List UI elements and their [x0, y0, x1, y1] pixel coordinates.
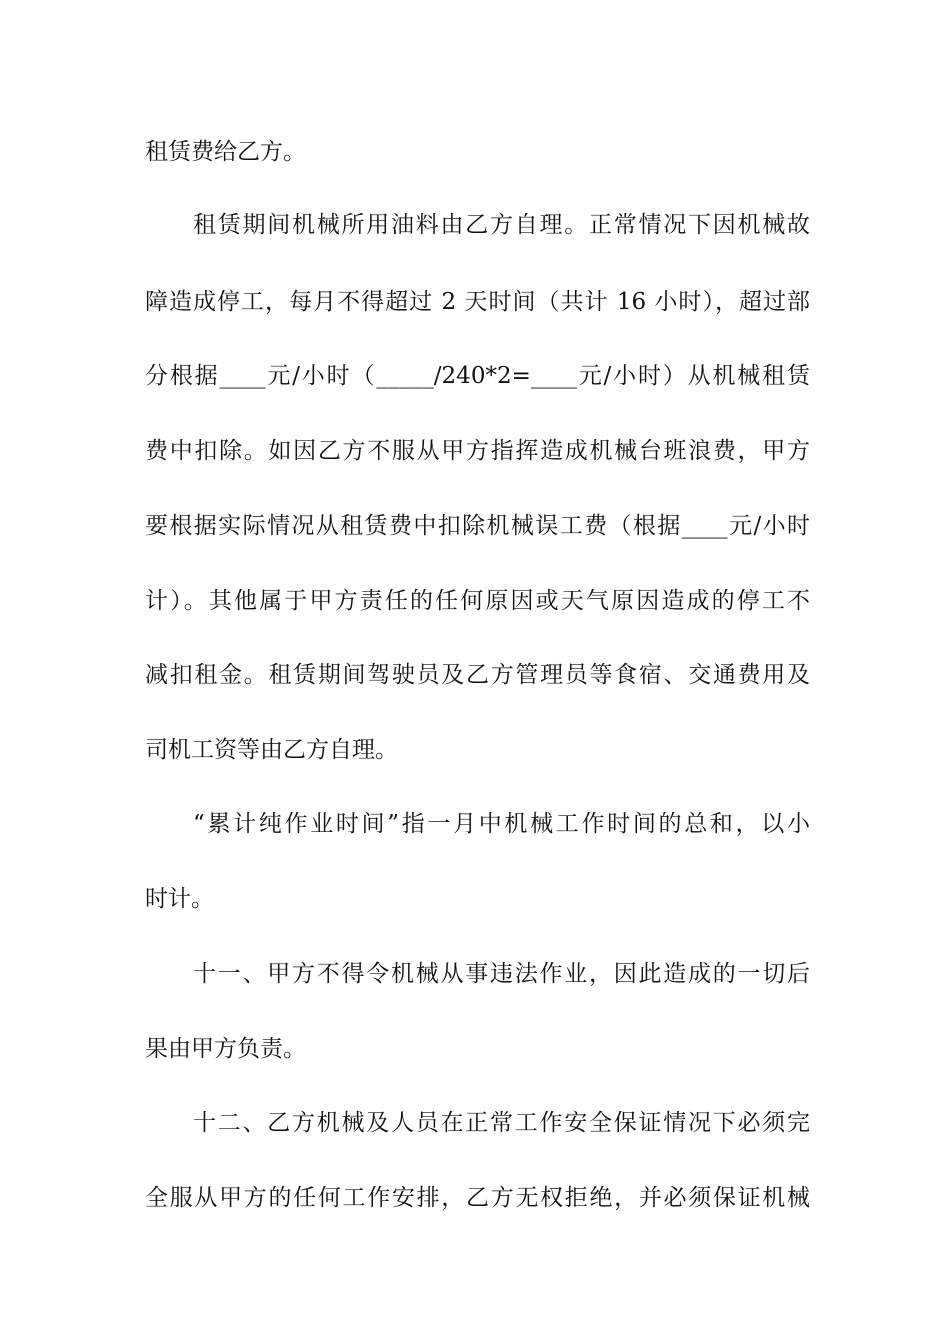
text-line: 租赁期间机械所用油料由乙方自理。正常情况下因机械故	[193, 212, 810, 238]
text-line: 十二、乙方机械及人员在正常工作安全保证情况下必须完	[193, 1110, 810, 1136]
text-line: 要根据实际情况从租赁费中扣除机械误工费（根据____元/小时	[145, 513, 810, 539]
text-line: 果由甲方负责。	[145, 1036, 306, 1062]
text-line: 障造成停工，每月不得超过 2 天时间（共计 16 小时），超过部	[145, 289, 810, 315]
text-line: 计）。其他属于甲方责任的任何原因或天气原因造成的停工不	[145, 588, 810, 614]
text-line: 减扣租金。租赁期间驾驶员及乙方管理员等食宿、交通费用及	[145, 662, 810, 688]
text-line: 时计。	[145, 886, 214, 912]
text-line: 十一、甲方不得令机械从事违法作业，因此造成的一切后	[193, 961, 810, 987]
text-line: “累计纯作业时间”指一月中机械工作时间的总和，以小	[193, 811, 810, 837]
text-line: 全服从甲方的任何工作安排，乙方无权拒绝，并必须保证机械	[145, 1185, 810, 1211]
text-line: 费中扣除。如因乙方不服从甲方指挥造成机械台班浪费，甲方	[145, 438, 810, 464]
text-line: 分根据____元/小时（_____/240*2=____元/小时）从机械租赁	[145, 363, 810, 389]
text-line: 司机工资等由乙方自理。	[145, 737, 398, 763]
text-line: 租赁费给乙方。	[145, 139, 306, 165]
